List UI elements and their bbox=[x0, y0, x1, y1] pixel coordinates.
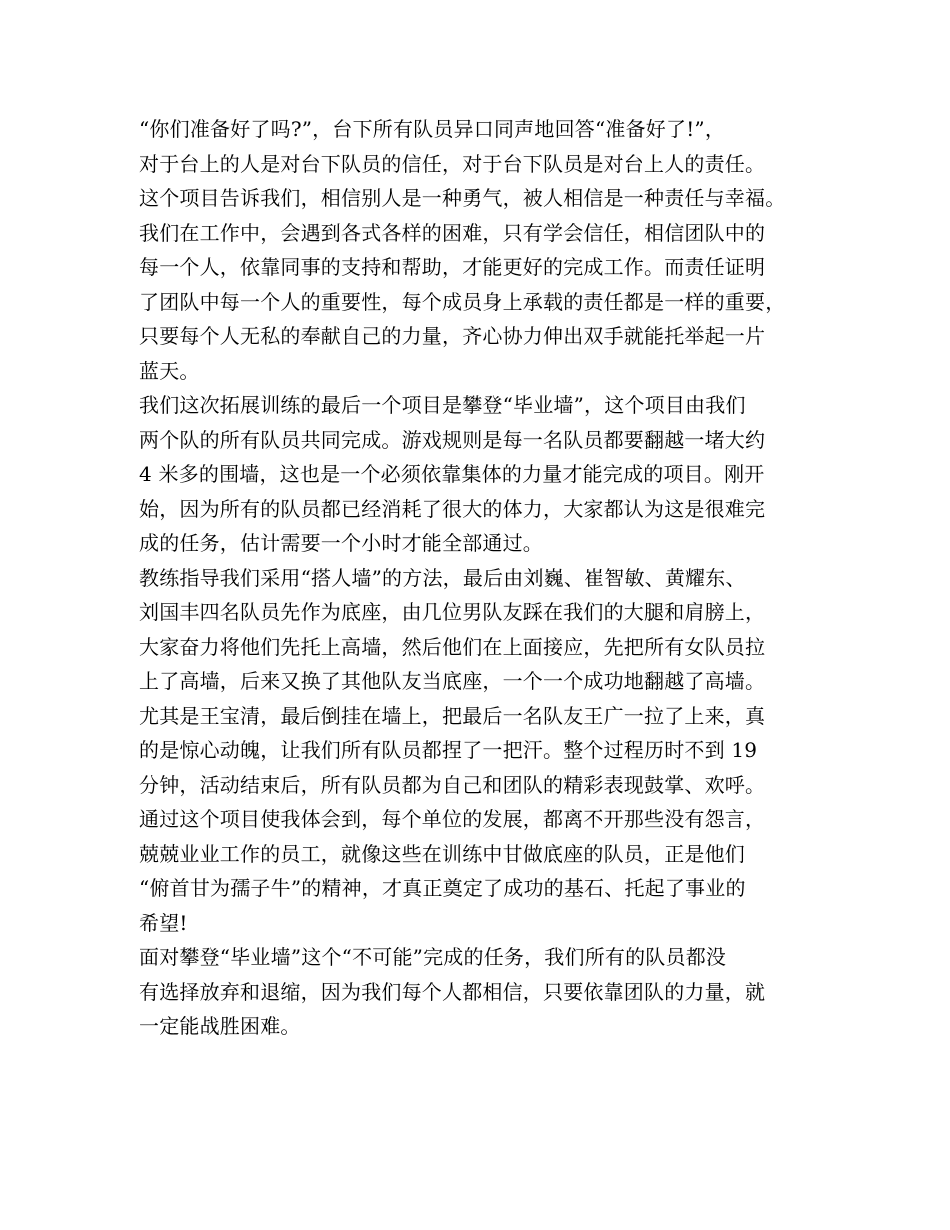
text-line: “你们准备好了吗?”，台下所有队员异口同声地回答“准备好了!”， bbox=[139, 117, 726, 141]
text-line: 的是惊心动魄，让我们所有队员都捏了一把汗。整个过程历时不到 19 bbox=[139, 738, 758, 762]
text-line: 4 米多的围墙，这也是一个必须依靠集体的力量才能完成的项目。刚开 bbox=[139, 462, 765, 486]
text-line: 对于台上的人是对台下队员的信任，对于台下队员是对台上人的责任。 bbox=[139, 151, 766, 176]
text-line: 希望! bbox=[139, 910, 188, 935]
text-line: 尤其是王宝清，最后倒挂在墙上，把最后一名队友王广一拉了上来，真 bbox=[139, 703, 766, 728]
text-line: 了团队中每一个人的重要性，每个成员身上承载的责任都是一样的重要， bbox=[139, 289, 786, 314]
text-line: 有选择放弃和退缩，因为我们每个人都相信，只要依靠团队的力量，就 bbox=[139, 979, 766, 1004]
text-line: 我们在工作中，会遇到各式各样的困难，只有学会信任，相信团队中的 bbox=[139, 220, 766, 245]
text-line: “俯首甘为孺子牛”的精神，才真正奠定了成功的基石、托起了事业的 bbox=[139, 876, 746, 900]
text-line: 大家奋力将他们先托上高墙，然后他们在上面接应，先把所有女队员拉 bbox=[139, 634, 766, 659]
text-line: 面对攀登“毕业墙”这个“不可能”完成的任务，我们所有的队员都没 bbox=[139, 945, 727, 969]
text-line: 通过这个项目使我体会到，每个单位的发展，都离不开那些没有怨言， bbox=[139, 807, 766, 831]
text-line: 一定能战胜困难。 bbox=[139, 1014, 301, 1038]
text-line: 刘国丰四名队员先作为底座，由几位男队友踩在我们的大腿和肩膀上， bbox=[139, 600, 766, 624]
text-line: 两个队的所有队员共同完成。游戏规则是每一名队员都要翻越一堵大约 bbox=[139, 427, 766, 452]
text-line: 成的任务，估计需要一个小时才能全部通过。 bbox=[139, 531, 543, 555]
text-line: 始，因为所有的队员都已经消耗了很大的体力，大家都认为这是很难完 bbox=[139, 496, 766, 521]
text-line: 上了高墙，后来又换了其他队友当底座，一个一个成功地翻越了高墙。 bbox=[139, 669, 766, 693]
document-body bbox=[139, 112, 829, 1044]
text-line: 教练指导我们采用“搭人墙”的方法，最后由刘巍、崔智敏、黄耀东、 bbox=[139, 565, 746, 590]
text-line: 每一个人，依靠同事的支持和帮助，才能更好的完成工作。而责任证明 bbox=[139, 255, 766, 279]
text-line: 只要每个人无私的奉献自己的力量，齐心协力伸出双手就能托举起一片 bbox=[139, 324, 766, 348]
text-line: 分钟，活动结束后，所有队员都为自己和团队的精彩表现鼓掌、欢呼。 bbox=[139, 772, 766, 797]
text-line: 兢兢业业工作的员工，就像这些在训练中甘做底座的队员，正是他们 bbox=[139, 841, 745, 866]
text-line: 这个项目告诉我们，相信别人是一种勇气，被人相信是一种责任与幸福。 bbox=[139, 186, 786, 210]
text-line: 我们这次拓展训练的最后一个项目是攀登“毕业墙”，这个项目由我们 bbox=[139, 393, 746, 417]
text-line: 蓝天。 bbox=[139, 358, 200, 383]
